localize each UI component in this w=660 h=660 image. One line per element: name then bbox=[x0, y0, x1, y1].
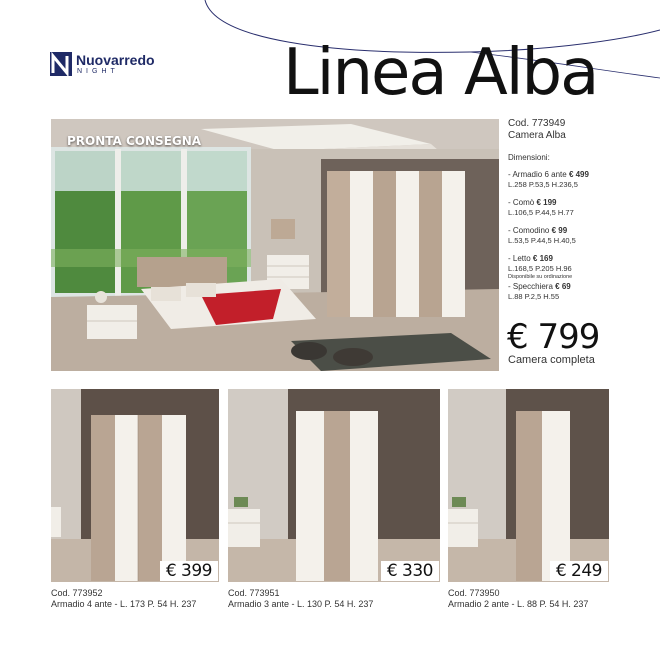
brand-logo bbox=[50, 52, 180, 82]
product-code: Cod. 773950 bbox=[448, 588, 500, 598]
spec-item-price: € 69 bbox=[555, 282, 571, 291]
ready-delivery-badge: PRONTA CONSEGNA bbox=[67, 134, 202, 148]
spec-item bbox=[508, 254, 648, 281]
brand-subtitle: NIGHT bbox=[77, 68, 119, 75]
spec-item-label: - Comodino bbox=[508, 226, 550, 235]
spec-item bbox=[508, 226, 648, 246]
spec-item bbox=[508, 282, 648, 302]
spec-item-price: € 169 bbox=[532, 254, 553, 263]
spec-item-measurements: L.258 P.53,5 H.236,5 bbox=[508, 180, 578, 189]
product-name: Camera Alba bbox=[508, 130, 566, 141]
spec-item-price: € 499 bbox=[568, 170, 589, 179]
product-price: € 330 bbox=[381, 561, 439, 581]
product-price: € 249 bbox=[550, 561, 608, 581]
page-title: Linea Alba bbox=[283, 36, 598, 110]
hero-room-photo bbox=[51, 119, 499, 371]
product-code: Cod. 773949 bbox=[508, 118, 566, 129]
spec-item-price: € 99 bbox=[551, 226, 568, 235]
product-description: Armadio 2 ante - L. 88 P. 54 H. 237 bbox=[448, 599, 589, 609]
product-spec-panel bbox=[508, 118, 648, 302]
spec-item-measurements: L.168,5 P.205 H.96 bbox=[508, 264, 572, 273]
spec-item-price: € 199 bbox=[536, 198, 557, 207]
spec-item-note: Disponibile su ordinazione bbox=[508, 274, 573, 280]
spec-item-label: - Specchiera bbox=[508, 282, 553, 291]
product-caption bbox=[51, 588, 196, 610]
product-code: Cod. 773952 bbox=[51, 588, 103, 598]
total-price-caption: Camera completa bbox=[508, 354, 595, 366]
spec-item bbox=[508, 198, 648, 218]
total-price: € 799 bbox=[507, 317, 600, 357]
product-photo-2-doors bbox=[448, 389, 609, 582]
product-description: Armadio 3 ante - L. 130 P. 54 H. 237 bbox=[228, 599, 374, 609]
product-caption bbox=[448, 588, 588, 610]
dimensions-label: Dimensioni: bbox=[508, 153, 550, 162]
spec-item-measurements: L.106,5 P.44,5 H.77 bbox=[508, 208, 574, 217]
product-code: Cod. 773951 bbox=[228, 588, 280, 598]
spec-item-label: - Letto bbox=[508, 254, 531, 263]
product-description: Armadio 4 ante - L. 173 P. 54 H. 237 bbox=[51, 599, 197, 609]
spec-item bbox=[508, 170, 648, 190]
logo-mark-icon bbox=[50, 52, 72, 76]
product-caption bbox=[228, 588, 373, 610]
product-price: € 399 bbox=[160, 561, 218, 581]
spec-item-measurements: L.53,5 P.44,5 H.40,5 bbox=[508, 236, 576, 245]
product-photo-4-doors bbox=[51, 389, 219, 582]
spec-item-measurements: L.88 P.2,5 H.55 bbox=[508, 292, 560, 301]
product-photo-3-doors bbox=[228, 389, 440, 582]
brand-name: Nuovarredo bbox=[76, 52, 155, 68]
spec-item-label: - Armadio 6 ante bbox=[508, 170, 567, 179]
spec-item-label: - Comò bbox=[508, 198, 535, 207]
